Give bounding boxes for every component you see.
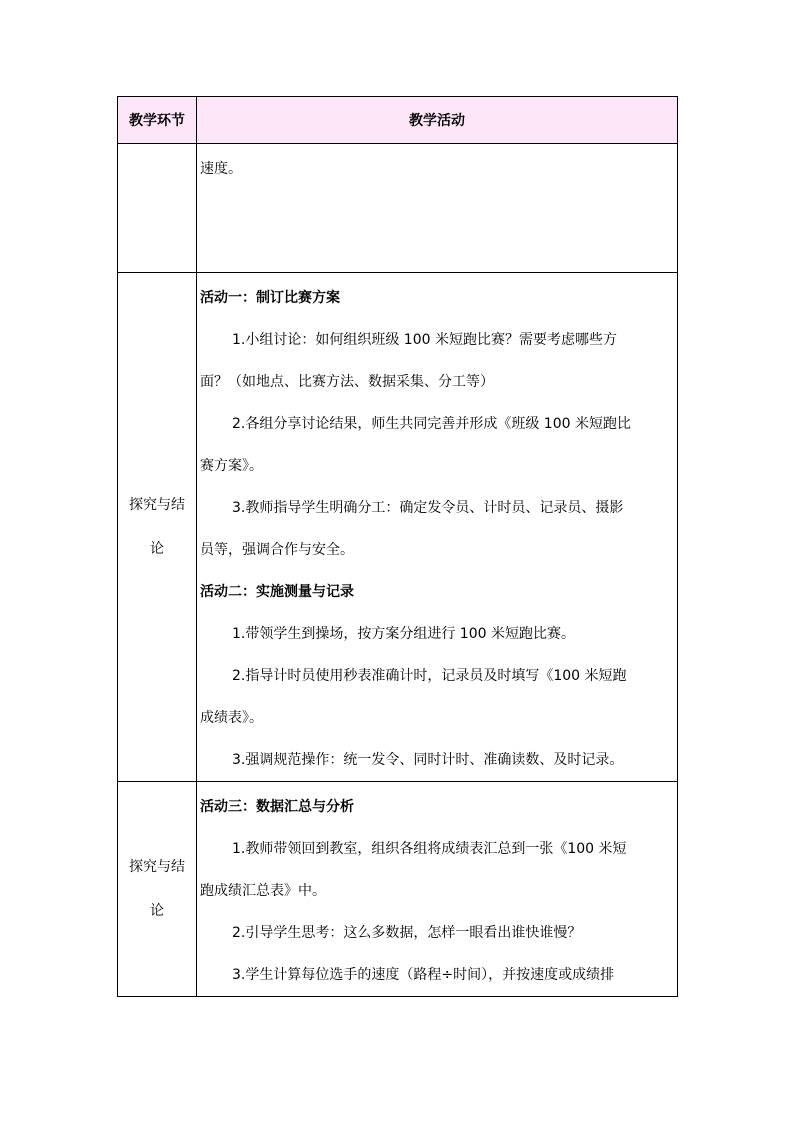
header-stage: 教学环节 — [118, 97, 197, 144]
stage-cell — [118, 273, 197, 782]
table-row — [118, 273, 678, 782]
activity-cell — [197, 273, 678, 782]
table-header-row — [118, 97, 678, 144]
activity-line: 员等，强调合作与安全。 — [200, 542, 354, 558]
lesson-table — [117, 96, 678, 997]
stage-text: 探究与结 — [129, 859, 185, 875]
activity-line: 速度。 — [200, 161, 242, 177]
stage-cell — [118, 782, 197, 997]
activity-title: 活动一：制订比赛方案 — [200, 290, 340, 306]
activity-line: 3.强调规范操作：统一发令、同时计时、准确读数、及时记录。 — [232, 752, 624, 768]
activity-line: 1.小组讨论：如何组织班级 100 米短跑比赛？需要考虑哪些方 — [232, 332, 617, 348]
activity-line: 1.带领学生到操场，按方案分组进行 100 米短跑比赛。 — [232, 626, 575, 642]
activity-line: 成绩表》。 — [200, 710, 263, 726]
activity-line: 3.教师指导学生明确分工：确定发令员、计时员、记录员、摄影 — [232, 500, 624, 516]
stage-cell — [118, 144, 197, 273]
activity-line: 跑成绩汇总表》中。 — [200, 883, 326, 899]
activity-line: 面？（如地点、比赛方法、数据采集、分工等） — [200, 374, 494, 390]
activity-line: 1.教师带领回到教室，组织各组将成绩表汇总到一张《100 米短 — [232, 841, 627, 857]
table-row — [118, 782, 678, 997]
activity-line: 2.指导计时员使用秒表准确计时，记录员及时填写《100 米短跑 — [232, 668, 627, 684]
stage-text: 论 — [150, 903, 164, 919]
activity-title: 活动三：数据汇总与分析 — [200, 799, 354, 815]
activity-title: 活动二：实施测量与记录 — [200, 584, 354, 600]
activity-line: 2.引导学生思考：这么多数据，怎样一眼看出谁快谁慢？ — [232, 925, 582, 941]
stage-text: 探究与结 — [129, 497, 185, 513]
header-activity: 教学活动 — [197, 97, 678, 144]
activity-cell — [197, 782, 678, 997]
activity-line: 2.各组分享讨论结果，师生共同完善并形成《班级 100 米短跑比 — [232, 416, 631, 432]
activity-line: 赛方案》。 — [200, 458, 263, 474]
table-row — [118, 144, 678, 273]
stage-text: 论 — [150, 541, 164, 557]
activity-line: 3.学生计算每位选手的速度（路程÷时间），并按速度或成绩排 — [232, 967, 615, 983]
activity-cell — [197, 144, 678, 273]
